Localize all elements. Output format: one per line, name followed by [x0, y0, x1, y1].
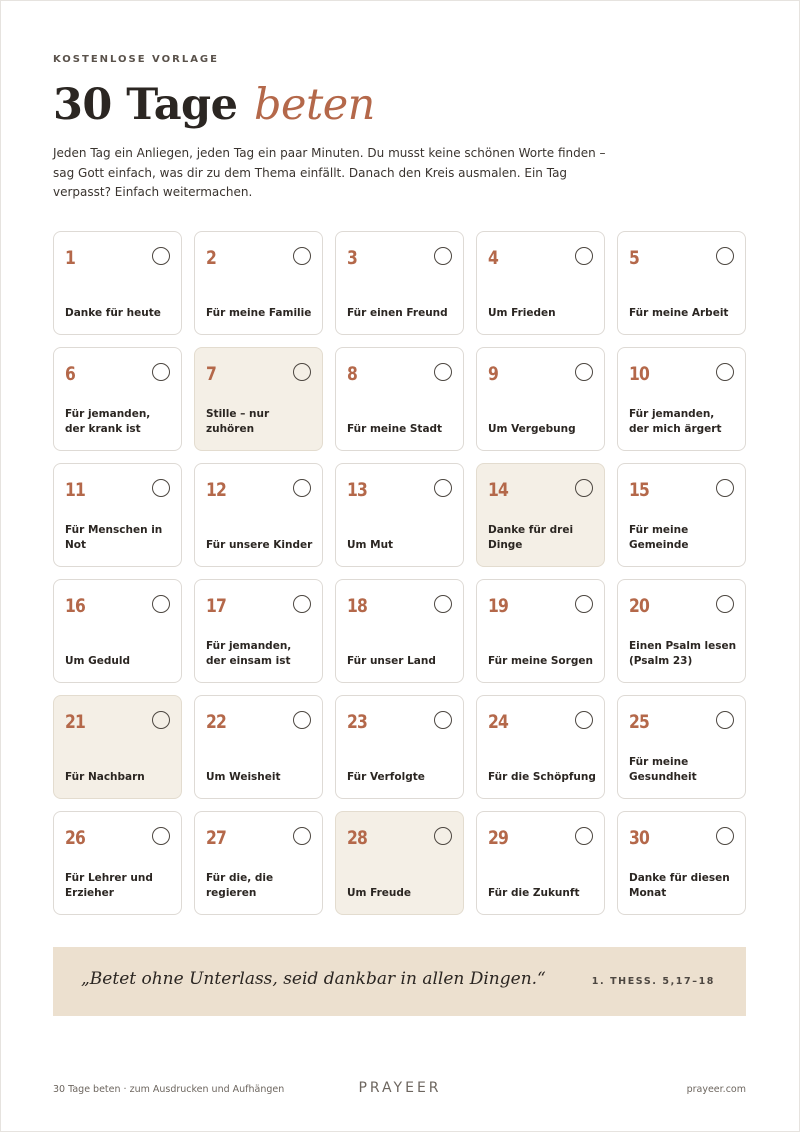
day-card [335, 231, 464, 335]
day-number: 26 [65, 827, 86, 849]
day-prayer-topic: Um Geduld [65, 655, 130, 667]
day-prayer-topic: Für Nachbarn [65, 771, 145, 783]
day-number: 1 [65, 247, 76, 269]
day-number: 4 [488, 247, 499, 269]
day-card [617, 579, 746, 683]
checkbox-circle[interactable] [293, 827, 311, 845]
day-number: 9 [488, 363, 499, 385]
day-card [476, 811, 605, 915]
day-number: 24 [488, 711, 509, 733]
checkbox-circle[interactable] [575, 479, 593, 497]
day-prayer-topic: Für die Zukunft [488, 887, 580, 899]
day-prayer-topic: Für die, die regieren [206, 872, 274, 899]
day-card [53, 579, 182, 683]
intro-text: Jeden Tag ein Anliegen, jeden Tag ein paar Minuten. Du musst keine schönen Worte finden – sag Gott einfach, was dir zu dem Thema einfällt. Danach den Kreis ausmalen. Ein Tag verpasst? Einfach weitermachen. [53, 146, 606, 199]
day-prayer-topic: Für Lehrer und Erzieher [65, 872, 153, 899]
day-card [335, 811, 464, 915]
day-prayer-topic: Um Frieden [488, 307, 556, 319]
day-prayer-topic: Für meine Gesundheit [629, 756, 697, 783]
day-prayer-topic: Für meine Stadt [347, 423, 443, 435]
day-card [194, 579, 323, 683]
day-prayer-topic: Stille – nur zuhören [206, 408, 270, 435]
day-card [617, 695, 746, 799]
day-number: 18 [347, 595, 368, 617]
checkbox-circle[interactable] [152, 479, 170, 497]
checkbox-circle[interactable] [293, 247, 311, 265]
day-card [194, 347, 323, 451]
day-prayer-topic: Für die Schöpfung [488, 771, 596, 783]
day-card [194, 695, 323, 799]
checkbox-circle[interactable] [716, 827, 734, 845]
day-card [617, 463, 746, 567]
day-card [194, 811, 323, 915]
day-card [53, 347, 182, 451]
day-prayer-topic: Für Menschen in Not [65, 524, 163, 551]
checkbox-circle[interactable] [434, 479, 452, 497]
checkbox-circle[interactable] [716, 479, 734, 497]
footer-brand-logo: PRAYEER [358, 1080, 442, 1096]
day-number: 6 [65, 363, 76, 385]
checkbox-circle[interactable] [575, 247, 593, 265]
day-card [53, 695, 182, 799]
checkbox-circle[interactable] [575, 827, 593, 845]
day-prayer-topic: Um Weisheit [206, 771, 281, 783]
checkbox-circle[interactable] [434, 711, 452, 729]
day-number: 15 [629, 479, 650, 501]
checkbox-circle[interactable] [434, 363, 452, 381]
checkbox-circle[interactable] [293, 711, 311, 729]
day-number: 10 [629, 363, 650, 385]
day-prayer-topic: Für jemanden, der mich ärgert [629, 408, 722, 435]
day-number: 7 [206, 363, 217, 385]
day-number: 2 [206, 247, 217, 269]
checkbox-circle[interactable] [716, 363, 734, 381]
footer-website: prayeer.com [686, 1084, 746, 1095]
day-card [194, 231, 323, 335]
eyebrow-label: KOSTENLOSE VORLAGE [53, 54, 219, 65]
checkbox-circle[interactable] [575, 711, 593, 729]
checkbox-circle[interactable] [152, 827, 170, 845]
checkbox-circle[interactable] [152, 595, 170, 613]
day-card [476, 231, 605, 335]
day-card [335, 463, 464, 567]
day-card [617, 811, 746, 915]
day-number: 13 [347, 479, 368, 501]
day-card [476, 463, 605, 567]
checkbox-circle[interactable] [152, 363, 170, 381]
day-number: 5 [629, 247, 640, 269]
day-number: 27 [206, 827, 227, 849]
footer-caption: 30 Tage beten · zum Ausdrucken und Aufhängen [53, 1084, 285, 1095]
day-number: 14 [488, 479, 509, 501]
day-card [617, 231, 746, 335]
quote-text: „Betet ohne Unterlass, seid dankbar in allen Dingen.“ [81, 969, 546, 989]
day-number: 25 [629, 711, 650, 733]
checkbox-circle[interactable] [152, 247, 170, 265]
title-accent: beten [253, 80, 375, 130]
day-prayer-topic: Danke für diesen Monat [629, 872, 730, 899]
day-card [617, 347, 746, 451]
day-prayer-topic: Für unsere Kinder [206, 539, 313, 551]
day-number: 22 [206, 711, 227, 733]
day-prayer-topic: Für meine Sorgen [488, 655, 593, 667]
checkbox-circle[interactable] [575, 363, 593, 381]
day-number: 16 [65, 595, 86, 617]
quote-box [53, 947, 746, 1016]
day-card [476, 695, 605, 799]
day-number: 3 [347, 247, 358, 269]
day-card [53, 463, 182, 567]
day-number: 23 [347, 711, 368, 733]
day-prayer-topic: Für einen Freund [347, 307, 448, 319]
day-number: 17 [206, 595, 227, 617]
day-card [476, 579, 605, 683]
day-number: 11 [65, 479, 86, 501]
day-number: 30 [629, 827, 650, 849]
day-prayer-topic: Um Vergebung [488, 423, 576, 435]
day-prayer-topic: Für jemanden, der einsam ist [206, 640, 292, 667]
day-prayer-topic: Für meine Gemeinde [629, 524, 689, 551]
day-grid [53, 231, 746, 915]
day-prayer-topic: Für jemanden, der krank ist [65, 408, 151, 435]
checkbox-circle[interactable] [716, 247, 734, 265]
day-number: 12 [206, 479, 227, 501]
day-prayer-topic: Für unser Land [347, 655, 436, 667]
quote-reference: 1. THESS. 5,17–18 [591, 976, 715, 987]
day-card [335, 347, 464, 451]
day-card [194, 463, 323, 567]
title-main: 30 Tage [53, 80, 238, 130]
checkbox-circle[interactable] [293, 363, 311, 381]
day-card [53, 231, 182, 335]
day-card [335, 579, 464, 683]
day-number: 8 [347, 363, 358, 385]
page-title [53, 80, 375, 130]
day-prayer-topic: Für meine Familie [206, 307, 312, 319]
checkbox-circle[interactable] [434, 247, 452, 265]
day-number: 20 [629, 595, 650, 617]
day-prayer-topic: Um Freude [347, 887, 412, 899]
checkbox-circle[interactable] [434, 595, 452, 613]
day-prayer-topic: Einen Psalm lesen (Psalm 23) [629, 640, 737, 667]
day-number: 29 [488, 827, 509, 849]
checkbox-circle[interactable] [293, 595, 311, 613]
checkbox-circle[interactable] [575, 595, 593, 613]
checkbox-circle[interactable] [716, 595, 734, 613]
day-card [53, 811, 182, 915]
day-number: 28 [347, 827, 368, 849]
day-prayer-topic: Für meine Arbeit [629, 307, 729, 319]
day-prayer-topic: Danke für drei Dinge [488, 524, 574, 551]
checkbox-circle[interactable] [716, 711, 734, 729]
day-prayer-topic: Um Mut [347, 539, 394, 551]
day-prayer-topic: Für Verfolgte [347, 771, 425, 783]
day-card [476, 347, 605, 451]
day-prayer-topic: Danke für heute [65, 307, 161, 319]
day-card [335, 695, 464, 799]
day-number: 19 [488, 595, 509, 617]
checkbox-circle[interactable] [293, 479, 311, 497]
checkbox-circle[interactable] [152, 711, 170, 729]
day-number: 21 [65, 711, 86, 733]
checkbox-circle[interactable] [434, 827, 452, 845]
